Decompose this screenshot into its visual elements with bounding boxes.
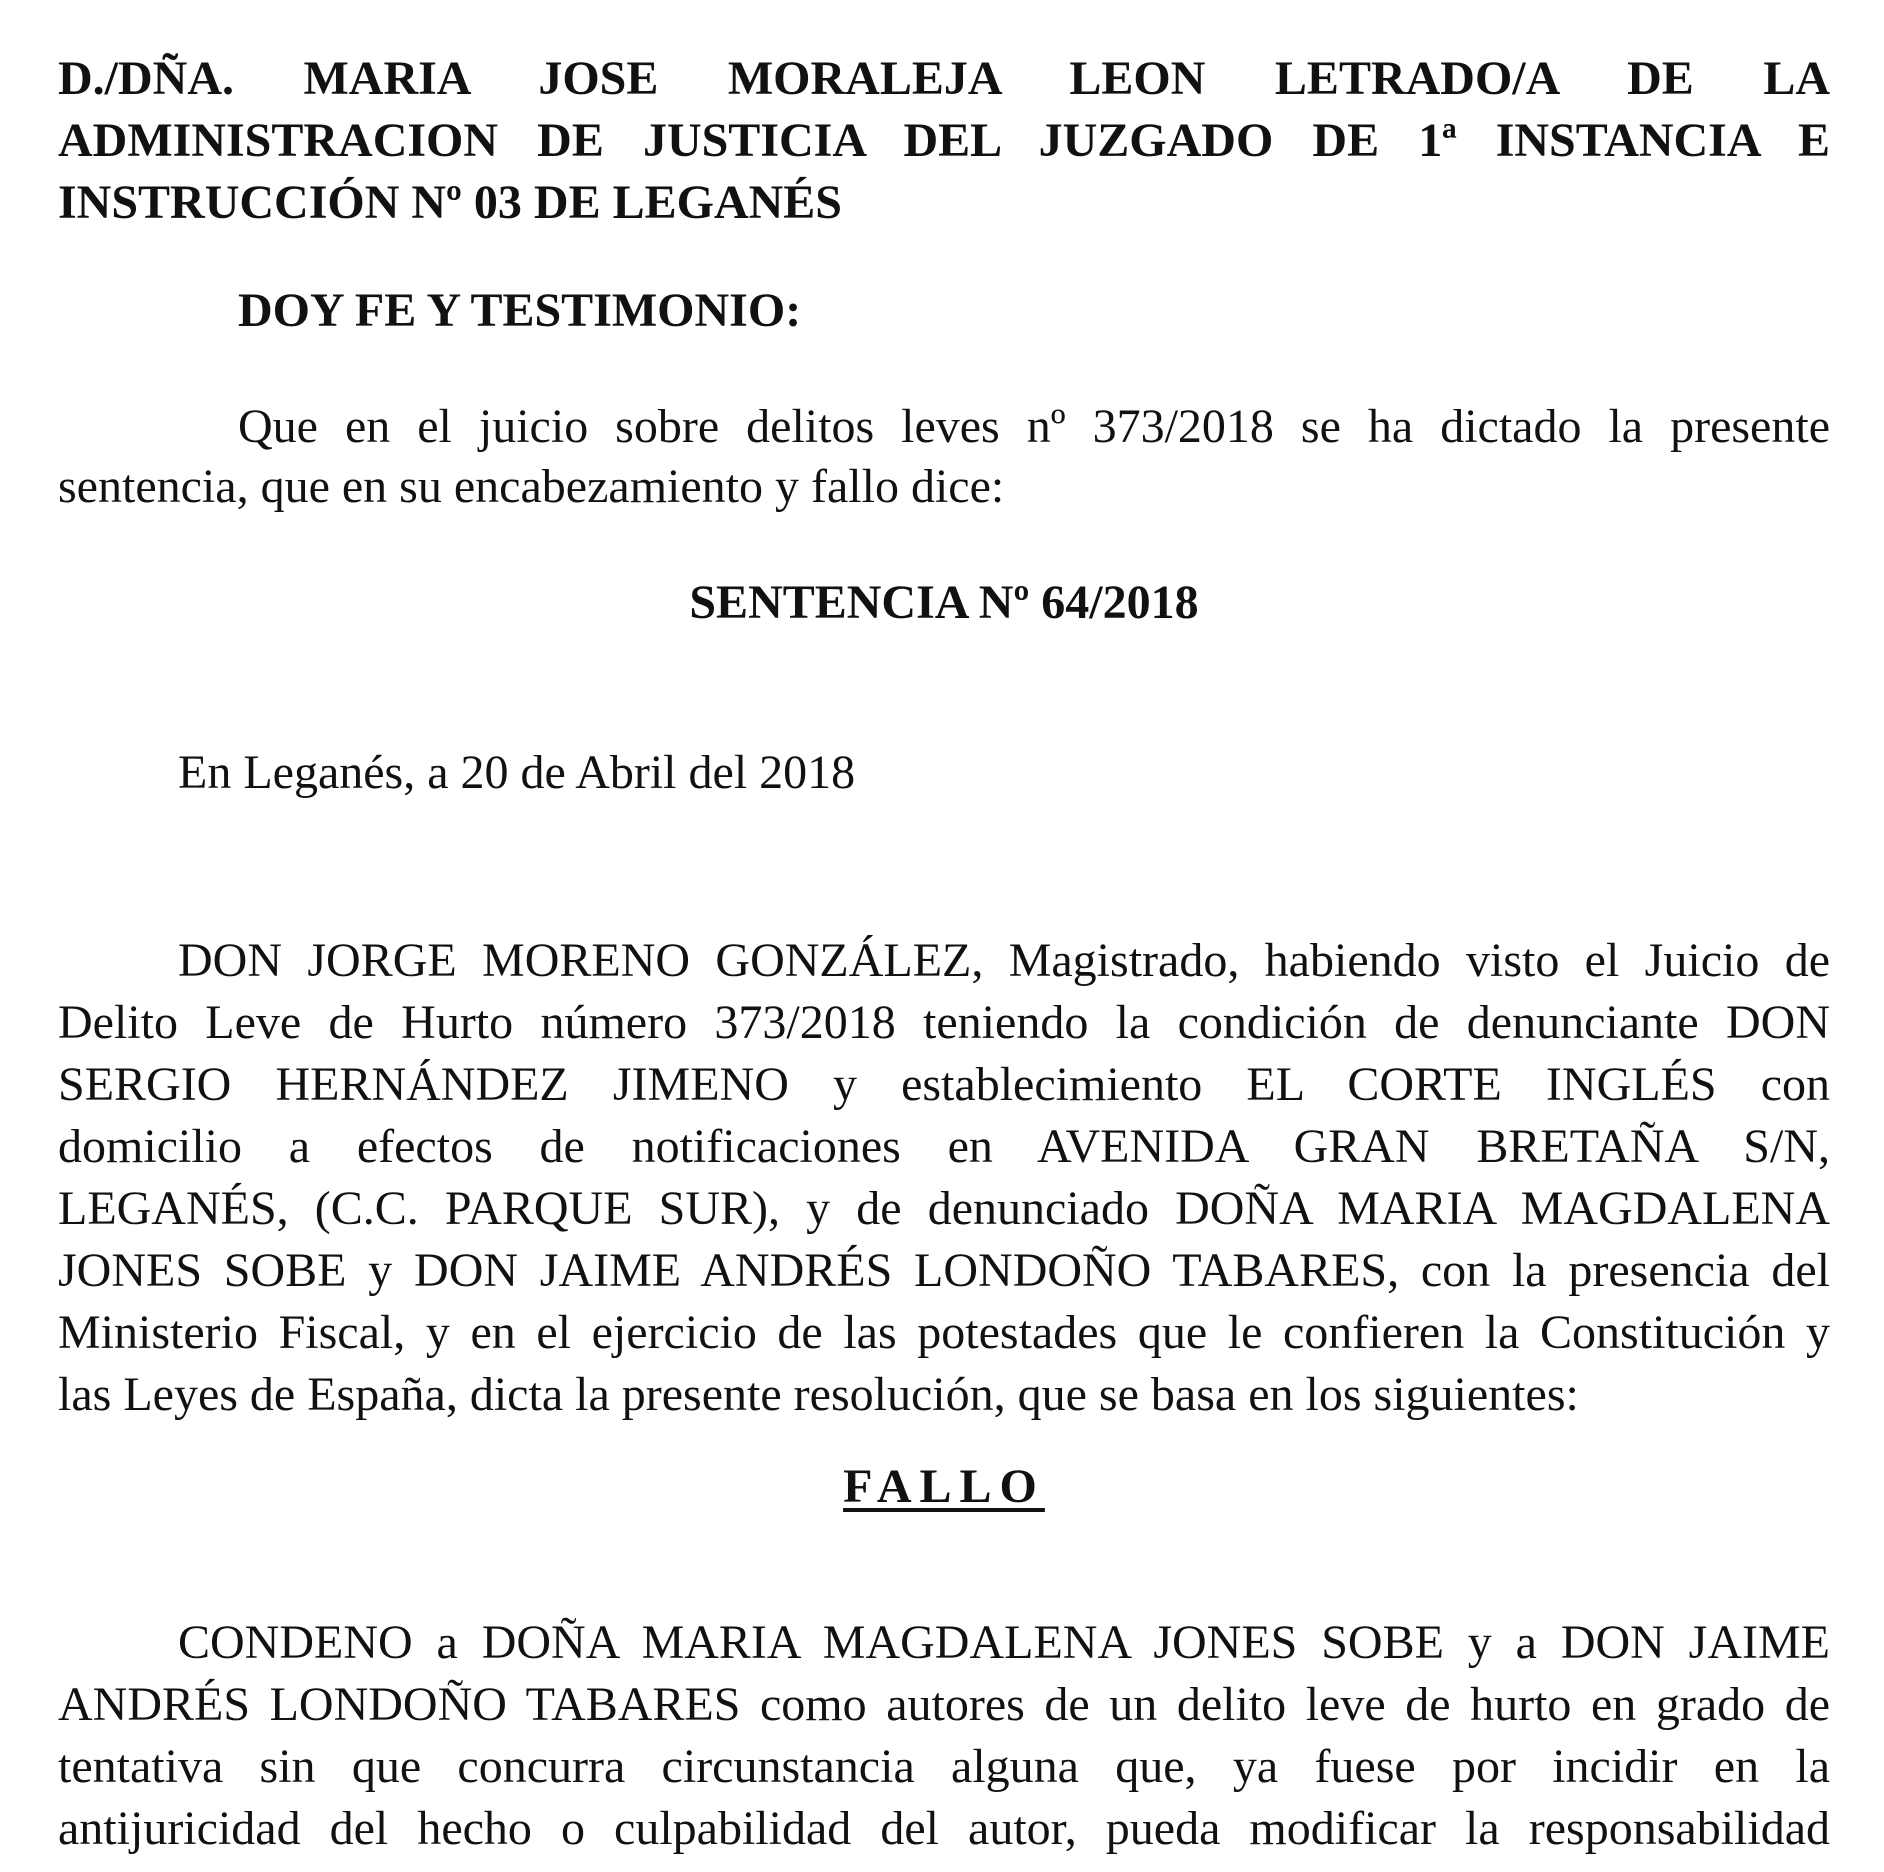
fallo-heading: FALLO bbox=[843, 1460, 1045, 1513]
body-line-6: JONES SOBE y DON JAIME ANDRÉS LONDOÑO TABARES, con la presencia del bbox=[58, 1244, 1830, 1297]
body-line-8: las Leyes de España, dicta la presente resolución, que se basa en los siguientes: bbox=[58, 1368, 1579, 1421]
body-line-2: Delito Leve de Hurto número 373/2018 teniendo la condición de denunciante DON bbox=[58, 996, 1830, 1049]
body-line-4: domicilio a efectos de notificaciones en AVENIDA GRAN BRETAÑA S/N, bbox=[58, 1120, 1830, 1173]
intro-line-2: sentencia, que en su encabezamiento y fallo dice: bbox=[58, 460, 1005, 513]
place-date: En Leganés, a 20 de Abril del 2018 bbox=[178, 746, 856, 799]
fallo-line-3: tentativa sin que concurra circunstancia alguna que, ya fuese por incidir en la bbox=[58, 1740, 1830, 1793]
header-line-3: INSTRUCCIÓN Nº 03 DE LEGANÉS bbox=[58, 176, 842, 229]
body-line-5: LEGANÉS, (C.C. PARQUE SUR), y de denunciado DOÑA MARIA MAGDALENA bbox=[58, 1182, 1830, 1235]
body-line-1: DON JORGE MORENO GONZÁLEZ, Magistrado, habiendo visto el Juicio de bbox=[178, 934, 1830, 987]
intro-line-1: Que en el juicio sobre delitos leves nº 373/2018 se ha dictado la presente bbox=[238, 400, 1830, 453]
body-line-3: SERGIO HERNÁNDEZ JIMENO y establecimiento EL CORTE INGLÉS con bbox=[58, 1058, 1830, 1111]
header-line-1: D./DÑA. MARIA JOSE MORALEJA LEON LETRADO/A DE LA bbox=[58, 52, 1830, 105]
fallo-line-2: ANDRÉS LONDOÑO TABARES como autores de un delito leve de hurto en grado de bbox=[58, 1678, 1830, 1731]
sentence-title: SENTENCIA Nº 64/2018 bbox=[689, 576, 1199, 629]
fallo-line-4: antijuricidad del hecho o culpabilidad del autor, pueda modificar la responsabilidad bbox=[58, 1802, 1830, 1855]
header-line-2: ADMINISTRACION DE JUSTICIA DEL JUZGADO DE 1ª INSTANCIA E bbox=[58, 114, 1830, 167]
body-line-7: Ministerio Fiscal, y en el ejercicio de las potestades que le confieren la Constitución y bbox=[58, 1306, 1830, 1359]
certification-heading: DOY FE Y TESTIMONIO: bbox=[238, 284, 802, 337]
document-page bbox=[58, 0, 1830, 1872]
fallo-line-1: CONDENO a DOÑA MARIA MAGDALENA JONES SOBE y a DON JAIME bbox=[178, 1616, 1830, 1669]
